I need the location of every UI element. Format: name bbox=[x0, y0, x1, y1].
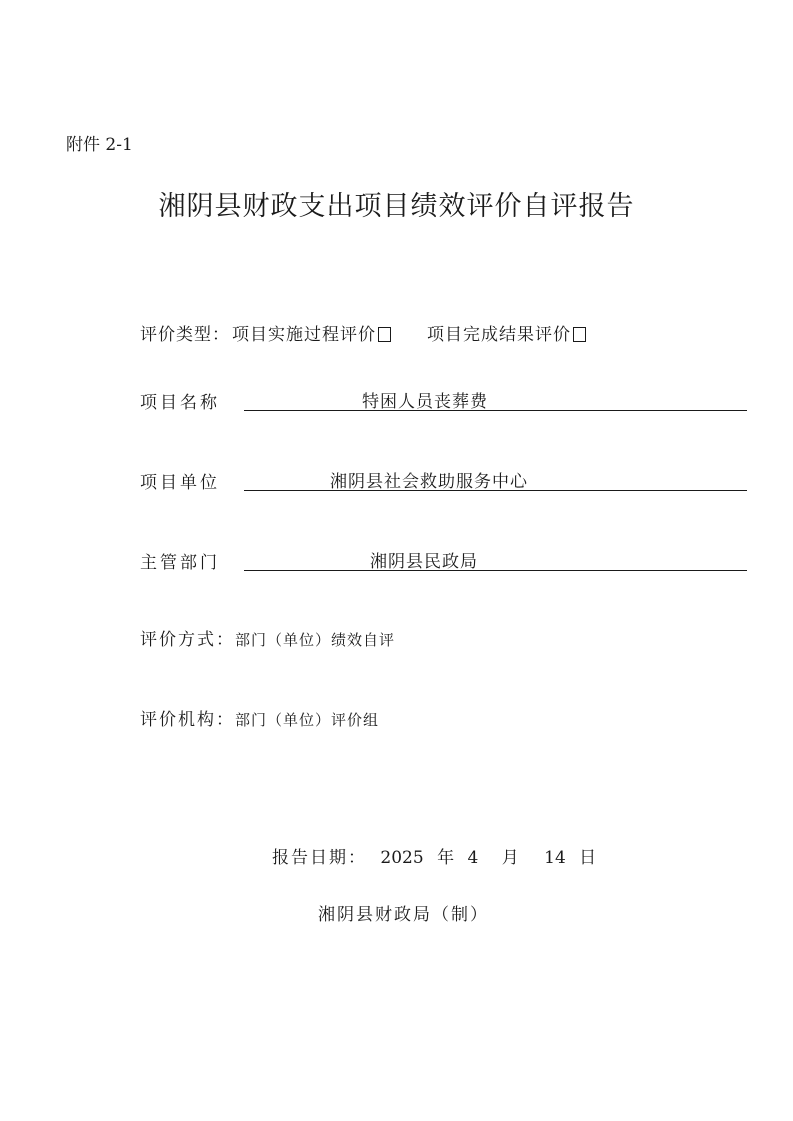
document-title: 湘阴县财政支出项目绩效评价自评报告 bbox=[158, 191, 635, 222]
issuer: 湘阴县财政局（制） bbox=[318, 905, 489, 925]
project-name-field[interactable] bbox=[244, 384, 747, 411]
evaluation-type-label: 评价类型： bbox=[140, 325, 230, 345]
report-day: 14 bbox=[544, 848, 566, 868]
project-unit-label: 项目单位 bbox=[140, 473, 220, 493]
report-month: 4 bbox=[467, 848, 479, 868]
result-evaluation-checkbox[interactable] bbox=[573, 327, 586, 342]
project-unit-value: 湘阴县社会救助服务中心 bbox=[330, 472, 528, 492]
report-year: 2025 bbox=[380, 848, 424, 868]
report-month-unit: 月 bbox=[501, 848, 521, 868]
evaluation-org-value: 部门（单位）评价组 bbox=[235, 711, 380, 729]
evaluation-method-value: 部门（单位）绩效自评 bbox=[235, 631, 396, 649]
report-date bbox=[272, 843, 598, 868]
evaluation-method-row bbox=[140, 625, 395, 650]
supervising-department-value: 湘阴县民政局 bbox=[370, 552, 478, 572]
project-unit-field[interactable] bbox=[244, 464, 747, 491]
option-process-evaluation: 项目实施过程评价 bbox=[232, 325, 376, 345]
report-date-label: 报告日期： bbox=[272, 848, 367, 868]
evaluation-org-label: 评价机构： bbox=[140, 710, 235, 730]
evaluation-method-label: 评价方式： bbox=[140, 630, 235, 650]
evaluation-type-row bbox=[140, 320, 586, 345]
supervising-department-field[interactable] bbox=[244, 544, 747, 571]
supervising-department-label: 主管部门 bbox=[140, 553, 220, 573]
evaluation-org-row bbox=[140, 705, 379, 730]
attachment-label: 附件 2-1 bbox=[66, 135, 133, 155]
process-evaluation-checkbox[interactable] bbox=[378, 327, 391, 342]
report-year-unit: 年 bbox=[437, 848, 457, 868]
option-result-evaluation: 项目完成结果评价 bbox=[427, 325, 571, 345]
report-day-unit: 日 bbox=[579, 848, 599, 868]
project-name-value: 特困人员丧葬费 bbox=[362, 392, 488, 412]
project-name-label: 项目名称 bbox=[140, 393, 220, 413]
